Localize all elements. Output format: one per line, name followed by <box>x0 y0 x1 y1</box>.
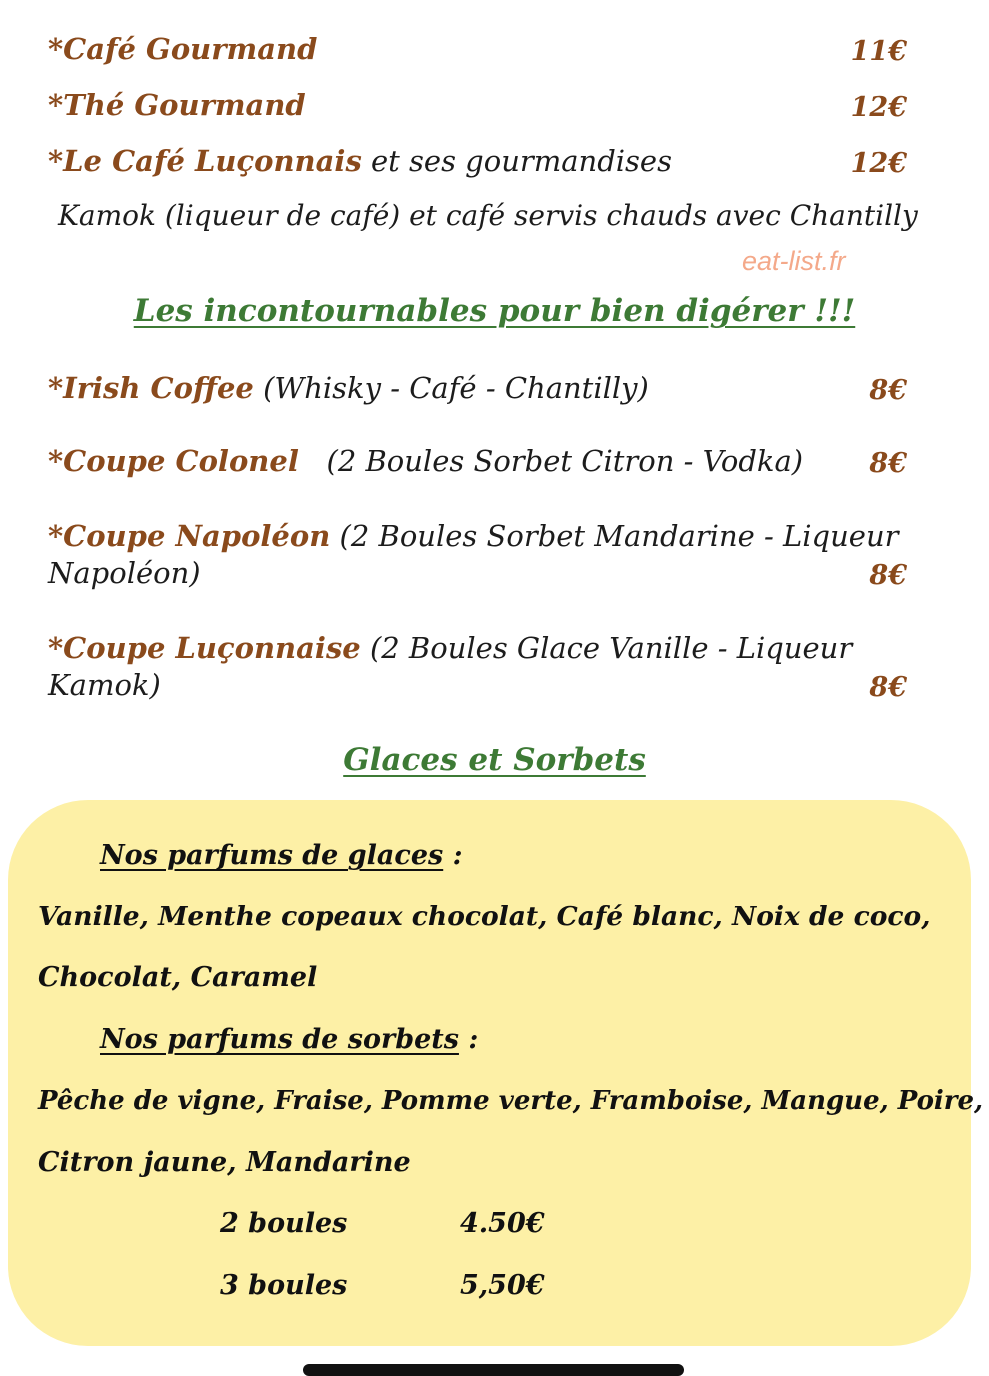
glaces-list-line2: Chocolat, Caramel <box>38 962 318 993</box>
price-3-boules: 5,50€ <box>460 1270 545 1301</box>
menu-item-cafe-gourmand <box>48 31 908 67</box>
section-heading-ice: Glaces et Sorbets <box>343 742 646 778</box>
menu-item-irish-coffee <box>48 370 908 406</box>
item-price: 8€ <box>869 448 907 479</box>
item-name: *Coupe Luçonnaise <box>48 631 361 665</box>
item-desc-cont: Kamok) <box>48 668 161 702</box>
item-name: *Le Café Luçonnais <box>48 144 362 178</box>
glaces-title-text: Nos parfums de glaces <box>100 840 444 871</box>
ice-flavors-box <box>8 800 971 1346</box>
item-price: 12€ <box>850 148 907 179</box>
item-desc: (Whisky - Café - Chantilly) <box>253 371 649 405</box>
item-desc: (2 Boules Sorbet Citron - Vodka) <box>298 444 804 478</box>
menu-item-coupe-luconnaise-cont <box>48 667 908 703</box>
glaces-list-line1: Vanille, Menthe copeaux chocolat, Café blanc, Noix de coco, <box>38 901 931 932</box>
menu-item-the-gourmand <box>48 87 908 123</box>
price-2-boules: 4.50€ <box>460 1208 545 1239</box>
sorbets-title <box>100 1024 478 1055</box>
item-desc-cont: Napoléon) <box>48 556 201 590</box>
cafe-luconnais-description: Kamok (liqueur de café) et café servis chauds avec Chantilly <box>58 199 918 232</box>
section-heading-digest: Les incontournables pour bien digérer !!! <box>133 293 856 329</box>
sorbets-list-line2: Citron jaune, Mandarine <box>38 1147 411 1178</box>
item-name: *Thé Gourmand <box>48 88 306 122</box>
item-price: 8€ <box>869 672 907 703</box>
menu-item-cafe-luconnais <box>48 143 908 179</box>
price-label-2-boules: 2 boules <box>220 1208 348 1239</box>
item-price: 11€ <box>850 36 907 67</box>
item-desc: (2 Boules Glace Vanille - Liqueur <box>360 631 853 665</box>
item-name: *Coupe Colonel <box>48 444 299 478</box>
glaces-title-colon: : <box>443 840 463 871</box>
menu-item-coupe-napoleon-cont <box>48 555 908 591</box>
item-name: *Coupe Napoléon <box>48 519 331 553</box>
menu-item-coupe-napoleon <box>48 518 908 554</box>
price-label-3-boules: 3 boules <box>220 1270 348 1301</box>
item-name: *Irish Coffee <box>48 371 254 405</box>
glaces-title <box>100 840 463 871</box>
item-price: 12€ <box>850 92 907 123</box>
item-desc: et ses gourmandises <box>361 144 672 178</box>
sorbets-title-text: Nos parfums de sorbets <box>100 1024 459 1055</box>
menu-item-coupe-colonel <box>48 443 908 479</box>
sorbets-list-line1: Pêche de vigne, Fraise, Pomme verte, Framboise, Mangue, Poire, <box>38 1086 984 1116</box>
menu-item-coupe-luconnaise <box>48 630 908 666</box>
sorbets-title-colon: : <box>458 1024 479 1055</box>
item-name: *Café Gourmand <box>48 32 318 66</box>
home-indicator[interactable] <box>303 1364 684 1376</box>
watermark: eat-list.fr <box>742 246 846 276</box>
item-price: 8€ <box>869 375 907 406</box>
item-price: 8€ <box>869 560 907 591</box>
item-desc: (2 Boules Sorbet Mandarine - Liqueur <box>330 519 899 553</box>
